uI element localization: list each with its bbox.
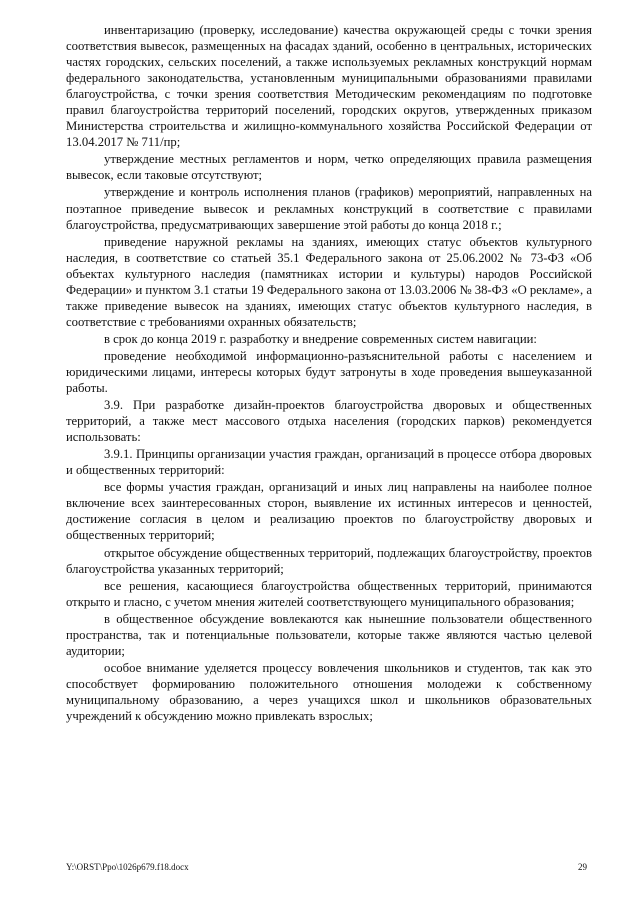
paragraph-local-regulations: утверждение местных регламентов и норм, четко определяющих правила размещения вывесок, если таковые отсутствуют; [66,152,592,183]
footer-page-number: 29 [578,862,587,872]
paragraph-section-3-9-1: 3.9.1. Принципы организации участия граждан, организаций в процессе отбора дворовых и общественных территорий: [66,447,592,478]
page-body [66,22,592,725]
paragraph-public-involvement: в общественное обсуждение вовлекаются как нынешние пользователи общественного пространства, так и потенциальные пользователи, которые также являются частью целевой аудитории; [66,611,592,658]
paragraph-participation-forms: все формы участия граждан, организаций и иных лиц направлены на наиболее полное включение всех заинтересованных сторон, выявление их истинных интересов и ценностей, достижение согласия в целом и реализацию проектов по благоустройству дворовых и общественных территорий; [66,480,592,543]
paragraph-navigation-systems: в срок до конца 2019 г. разработку и внедрение современных систем навигации: [104,331,537,346]
footer-file-path: Y:\ORST\Ppo\1026p679.f18.docx [66,862,189,872]
paragraph-open-decisions: все решения, касающиеся благоустройства общественных территорий, принимаются открыто и гласно, с учетом мнения жителей соответствующего муниципального образования; [66,578,592,609]
paragraph-open-discussion: открытое обсуждение общественных территорий, подлежащих благоустройству, проектов благоустройства указанных территорий; [66,545,592,576]
paragraph-inventory: инвентаризацию (проверку, исследование) качества окружающей среды с точки зрения соответствия вывесок, размещенных на фасадах зданий, особенно в центральных, исторических частях городских, сельских поселений, а также используемых рекламных конструкций нормам федерального законодательства, установленным муниципальными образованиями правилами благоустройства, с точки зрения соответствия Методическим рекомендациям по подготовке правил благоустройства территорий поселений, городских округов, утвержденных приказом Министерства строительства и жилищно-коммунального хозяйства Российской Федерации от 13.04.2017 № 711/пр; [66,23,592,150]
paragraph-plans-approval: утверждение и контроль исполнения планов (графиков) мероприятий, направленных на поэтапное приведение вывесок и рекламных конструкций в соответствие с правилами благоустройства, предусматривающих завершение этой работы до конца 2018 г.; [66,185,592,232]
paragraph-section-3-9: 3.9. При разработке дизайн-проектов благоустройства дворовых и общественных территорий, а также мест массового отдыха населения (городских парков) рекомендуется использовать: [66,398,592,445]
paragraph-outdoor-advertising: приведение наружной рекламы на зданиях, имеющих статус объектов культурного наследия, в соответствие со статьей 35.1 Федерального закона от 25.06.2002 № 73-ФЗ «Об объектах культурного наследия (памятниках истории и культуры) народов Российской Федерации» и пунктом 3.1 статьи 19 Федерального закона от 13.03.2006 № 38-ФЗ «О рекламе», а также приведение вывесок на зданиях, имеющих статус объектов культурного наследия, в соответствие с требованиями охранных обязательств; [66,234,592,329]
paragraph-information-work: проведение необходимой информационно-разъяснительной работы с населением и юридическими лицами, интересы которых будут затронуты в ходе проведения вышеуказанной работы. [66,348,592,396]
paragraph-student-involvement: особое внимание уделяется процессу вовлечения школьников и студентов, так как это способствует формированию положительного отношения молодежи к собственному муниципальному образованию, а через учащихся школ и школьников образовательных учреждений к обсуждению можно привлекать взрослых; [66,660,592,723]
